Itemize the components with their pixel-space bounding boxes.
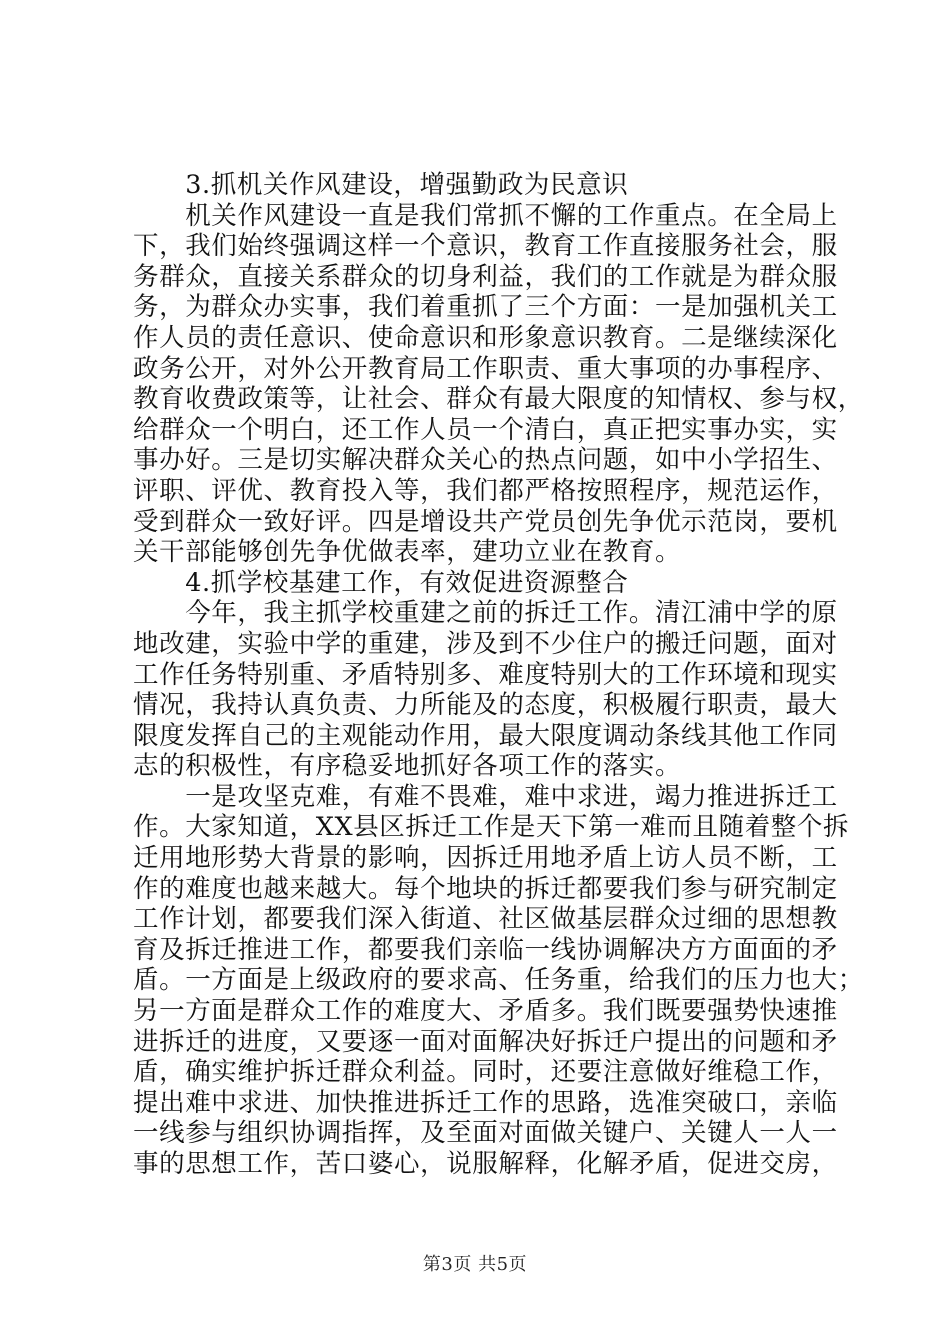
paragraph-line: 作的难度也越来越大。每个地块的拆迁都要我们参与研究制定 [133, 873, 838, 904]
paragraph-line: 教育收费政策等，让社会、群众有最大限度的知情权、参与权， [133, 384, 864, 415]
section-heading-4: 4.抓学校基建工作，有效促进资源整合 [133, 567, 629, 598]
paragraph-line: 另一方面是群众工作的难度大、矛盾多。我们既要强势快速推 [133, 996, 838, 1027]
section-heading-3: 3.抓机关作风建设，增强勤政为民意识 [133, 170, 629, 200]
paragraph-line: 给群众一个明白，还工作人员一个清白，真正把实事办实，实 [133, 414, 838, 445]
paragraph-line: 作。大家知道，XX县区拆迁工作是天下第一难而且随着整个拆 [133, 812, 850, 843]
paragraph-line: 育及拆迁推进工作，都要我们亲临一线协调解决方方面面的矛 [133, 934, 838, 965]
paragraph-line: 受到群众一致好评。四是增设共产党员创先争优示范岗，要机 [133, 506, 838, 537]
paragraph-line: 提出难中求进、加快推进拆迁工作的思路，选准突破口，亲临 [133, 1087, 838, 1118]
paragraph-line: 今年，我主抓学校重建之前的拆迁工作。清江浦中学的原 [133, 598, 838, 629]
paragraph-line: 工作计划，都要我们深入街道、社区做基层群众过细的思想教 [133, 904, 838, 935]
paragraph-line: 一线参与组织协调指挥，及至面对面做关键户、关键人一人一 [133, 1118, 838, 1149]
paragraph-line: 情况，我持认真负责、力所能及的态度，积极履行职责，最大 [133, 690, 838, 721]
paragraph-line: 务，为群众办实事，我们着重抓了三个方面：一是加强机关工 [133, 292, 838, 323]
paragraph-line: 作人员的责任意识、使命意识和形象意识教育。二是继续深化 [133, 322, 838, 353]
paragraph-line: 限度发挥自己的主观能动作用，最大限度调动条线其他工作同 [133, 720, 838, 751]
paragraph-line: 关干部能够创先争优做表率，建功立业在教育。 [133, 537, 682, 568]
paragraph-line: 政务公开，对外公开教育局工作职责、重大事项的办事程序、 [133, 353, 838, 384]
paragraph-line: 机关作风建设一直是我们常抓不懈的工作重点。在全局上 [133, 200, 838, 231]
paragraph-line: 志的积极性，有序稳妥地抓好各项工作的落实。 [133, 751, 682, 782]
paragraph-line: 地改建，实验中学的重建，涉及到不少住户的搬迁问题，面对 [133, 628, 838, 659]
paragraph-line: 工作任务特别重、矛盾特别多、难度特别大的工作环境和现实 [133, 659, 838, 690]
paragraph-line: 一是攻坚克难，有难不畏难，难中求进，竭力推进拆迁工 [133, 781, 838, 812]
paragraph-line: 进拆迁的进度，又要逐一面对面解决好拆迁户提出的问题和矛 [133, 1026, 838, 1057]
paragraph-line: 事的思想工作，苦口婆心，说服解释，化解矛盾，促进交房， [133, 1149, 838, 1179]
paragraph-line: 盾。一方面是上级政府的要求高、任务重，给我们的压力也大； [133, 965, 864, 996]
page-number-footer: 第3页 共5页 [422, 1254, 528, 1275]
paragraph-line: 评职、评优、教育投入等，我们都严格按照程序，规范运作， [133, 475, 838, 506]
document-body [133, 170, 864, 1180]
paragraph-line: 务群众，直接关系群众的切身利益，我们的工作就是为群众服 [133, 261, 838, 292]
paragraph-line: 迁用地形势大背景的影响，因拆迁用地矛盾上访人员不断，工 [133, 843, 838, 874]
paragraph-line: 盾，确实维护拆迁群众利益。同时，还要注意做好维稳工作， [133, 1057, 838, 1088]
paragraph-line: 下，我们始终强调这样一个意识，教育工作直接服务社会，服 [133, 231, 838, 262]
paragraph-line: 事办好。三是切实解决群众关心的热点问题，如中小学招生、 [133, 445, 838, 476]
